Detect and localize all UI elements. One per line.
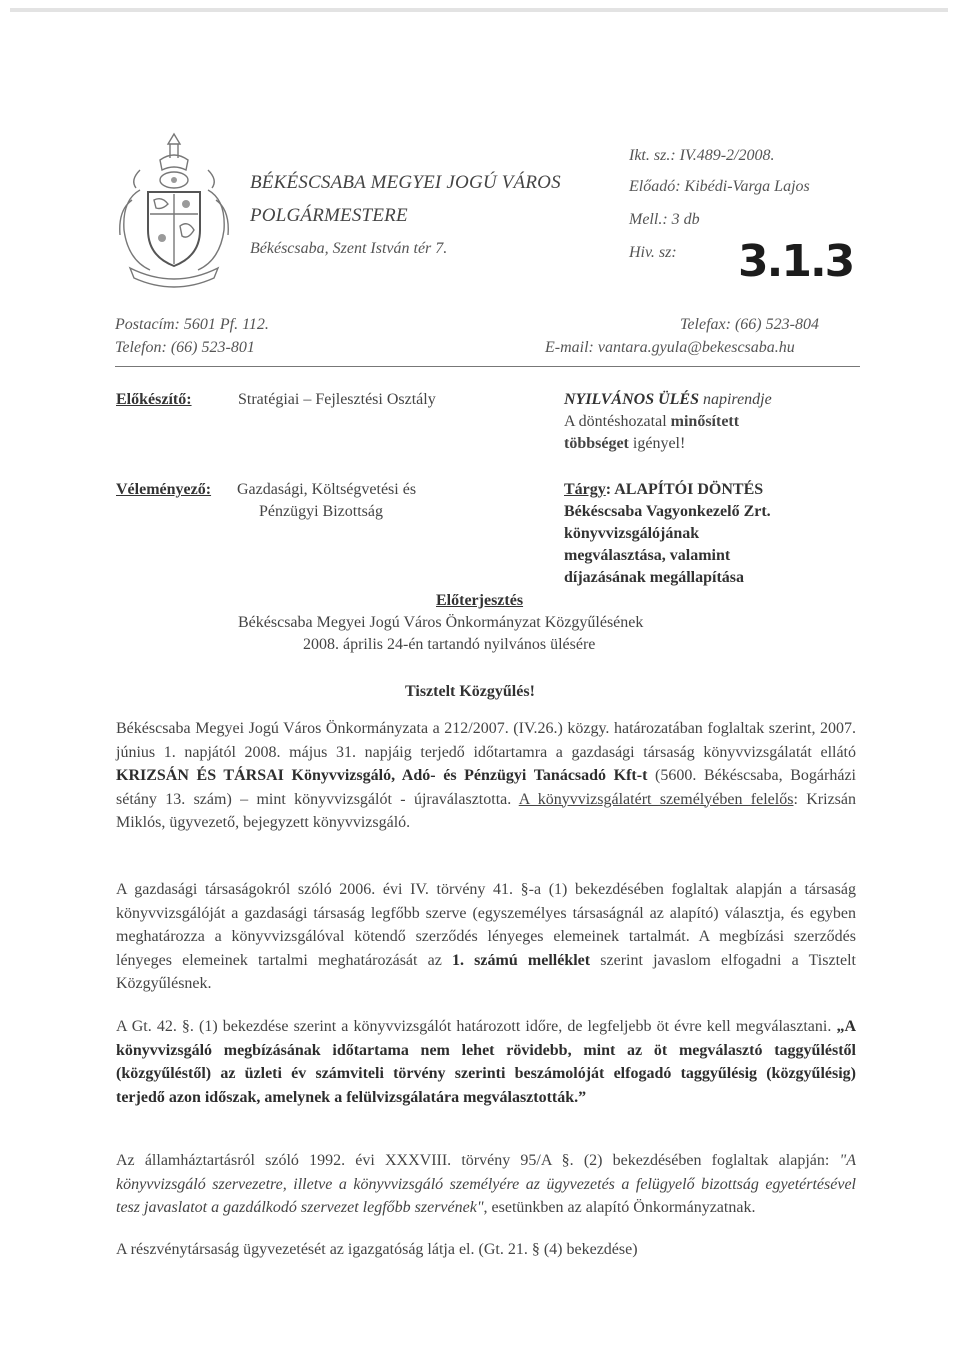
paragraph-3 <box>116 1015 856 1109</box>
reviewer-line-2: Pénzügyi Bizottság <box>259 503 383 520</box>
p3-text-a: A Gt. 42. §. (1) bekezdése szerint a könyvvizsgálót határozott időre, de legfeljebb öt évre kell megválasztani. <box>116 1018 837 1035</box>
subject-line-2: Békéscsaba Vagyonkezelő Zrt. <box>564 503 771 520</box>
office-address: Békéscsaba, Szent István tér 7. <box>250 240 448 257</box>
session-type <box>564 389 772 411</box>
fax-number: Telefax: (66) 523-804 <box>680 316 819 333</box>
handwritten-agenda-number: 3.1.3 <box>738 236 854 287</box>
subject-title: : ALAPÍTÓI DÖNTÉS <box>605 481 764 498</box>
decision-text-b: igényel! <box>628 435 686 452</box>
session-title: NYILVÁNOS ÜLÉS <box>564 391 699 408</box>
p2-annex: 1. számú melléklet <box>452 951 591 969</box>
reviewer-line-1: Gazdasági, Költségvetési és <box>237 481 417 498</box>
p2-text-c: szerint javaslom elfogadni a Tisztelt Közgyűlésnek. <box>116 951 857 992</box>
subject-line-3: könyvvizsgálójának <box>564 525 700 542</box>
p1-company: KRIZSÁN ÉS TÁRSAI Könyvvizsgáló, Adó- és Pénzügyi Tanácsadó Kft-t <box>116 767 648 784</box>
registration-number: Ikt. sz.: IV.489-2/2008. <box>629 147 775 164</box>
session-suffix: napirendje <box>698 391 772 408</box>
paragraph-1 <box>116 717 856 835</box>
header-divider <box>115 366 860 367</box>
proposal-heading: Előterjesztés <box>436 592 524 609</box>
decision-line-2 <box>564 433 685 455</box>
decision-line-1 <box>564 411 739 433</box>
subject-line-4: megválasztása, valamint <box>564 547 731 564</box>
reference-number: Hiv. sz: <box>629 244 677 261</box>
city-title: BÉKÉSCSABA MEGYEI JOGÚ VÁROS <box>250 172 561 193</box>
subject-label: Tárgy <box>564 481 606 498</box>
p4-text-a: Az államháztartásról szóló 1992. évi XXXVIII. törvény 95/A §. (2) bekezdésében foglaltak alapján: <box>116 1152 840 1169</box>
p1-text-c: (5600. Békéscsaba, Bogárházi sétány 13. szám) – mint könyvvizsgálót - újraválasztotta. <box>116 767 856 808</box>
office-title: POLGÁRMESTERE <box>250 205 408 226</box>
reviewer-label: Véleményező: <box>116 481 212 498</box>
salutation: Tisztelt Közgyűlés! <box>405 683 535 700</box>
attachments-count: Mell.: 3 db <box>629 211 700 228</box>
p1-responsible: A könyvvizsgálatért személyében felelős <box>518 790 794 808</box>
paragraph-4 <box>116 1149 856 1220</box>
subject-line-1 <box>564 479 763 501</box>
preparer-label: Előkészítő: <box>116 391 192 408</box>
p3-quote: „A könyvvizsgáló megbízásának időtartama nem lehet rövidebb, mint az öt megválasztó taggyűléstől (közgyűléstől) az üzleti év számviteli törvény szerinti beszámolóját elfogadó taggyűlésig (közgyűlésig) terjedő azon időszak, amelynek a felülvizsgálatára megválasztották.” <box>116 1018 856 1106</box>
paragraph-5: A részvénytársaság ügyvezetését az igazgatóság látja el. (Gt. 21. § (4) bekezdése) <box>116 1241 638 1258</box>
proposal-line-2: 2008. április 24-én tartandó nyilvános ülésére <box>303 636 596 653</box>
subject-line-5: díjazásának megállapítása <box>564 569 745 586</box>
paragraph-2 <box>116 878 856 996</box>
p4-quote: "A könyvvizsgáló szervezetre, illetve a könyvvizsgáló személyére az ügyvezetés a felügyelő bizottság egyetértésével tesz javaslatot a gazdálkodó szervezet legfőbb szervének" <box>116 1152 856 1216</box>
presenter: Előadó: Kibédi-Varga Lajos <box>629 178 810 195</box>
proposal-line-1: Békéscsaba Megyei Jogú Város Önkormányzat Közgyűlésének <box>238 614 644 631</box>
p2-text-a: A gazdasági társaságokról szóló 2006. évi IV. törvény 41. §-a (1) bekezdésében foglaltak alapján a társaság könyvvizsgálóját a gazdasági társaság legfőbb szerve (egyszemélyes társaságnál az alapító) választja, és egyben meghatározza a könyvvizsgálóval kötendő szerződés lényeges elemeinek tartalmát. A megbízási szerződés lényeges elemeinek tartalmi meghatározását az <box>116 881 856 969</box>
coat-of-arms-logo <box>110 130 238 290</box>
decision-qualified: minősített <box>670 413 740 430</box>
email-address: E-mail: vantara.gyula@bekescsaba.hu <box>545 339 795 356</box>
p1-text-a: Békéscsaba Megyei Jogú Város Önkormányzata a 212/2007. (IV.26.) közgy. határozatában foglaltak szerint, 2007. június 1. napjától 2008. május 31. napjáig terjedő időtartamra a gazdasági társaság könyvvizsgálatát ellátó <box>116 720 856 761</box>
scan-top-edge <box>10 8 948 12</box>
p4-text-c: , esetünkben az alapító Önkormányzatnak. <box>483 1199 756 1216</box>
decision-text-a: A döntéshozatal <box>564 413 671 430</box>
postal-address: Postacím: 5601 Pf. 112. <box>115 316 269 333</box>
phone-number: Telefon: (66) 523-801 <box>115 339 255 356</box>
decision-majority: többséget <box>564 435 629 452</box>
p1-text-e: : Krizsán Miklós, ügyvezető, bejegyzett könyvvizsgáló. <box>116 790 857 831</box>
preparer-value: Stratégiai – Fejlesztési Osztály <box>238 391 436 408</box>
